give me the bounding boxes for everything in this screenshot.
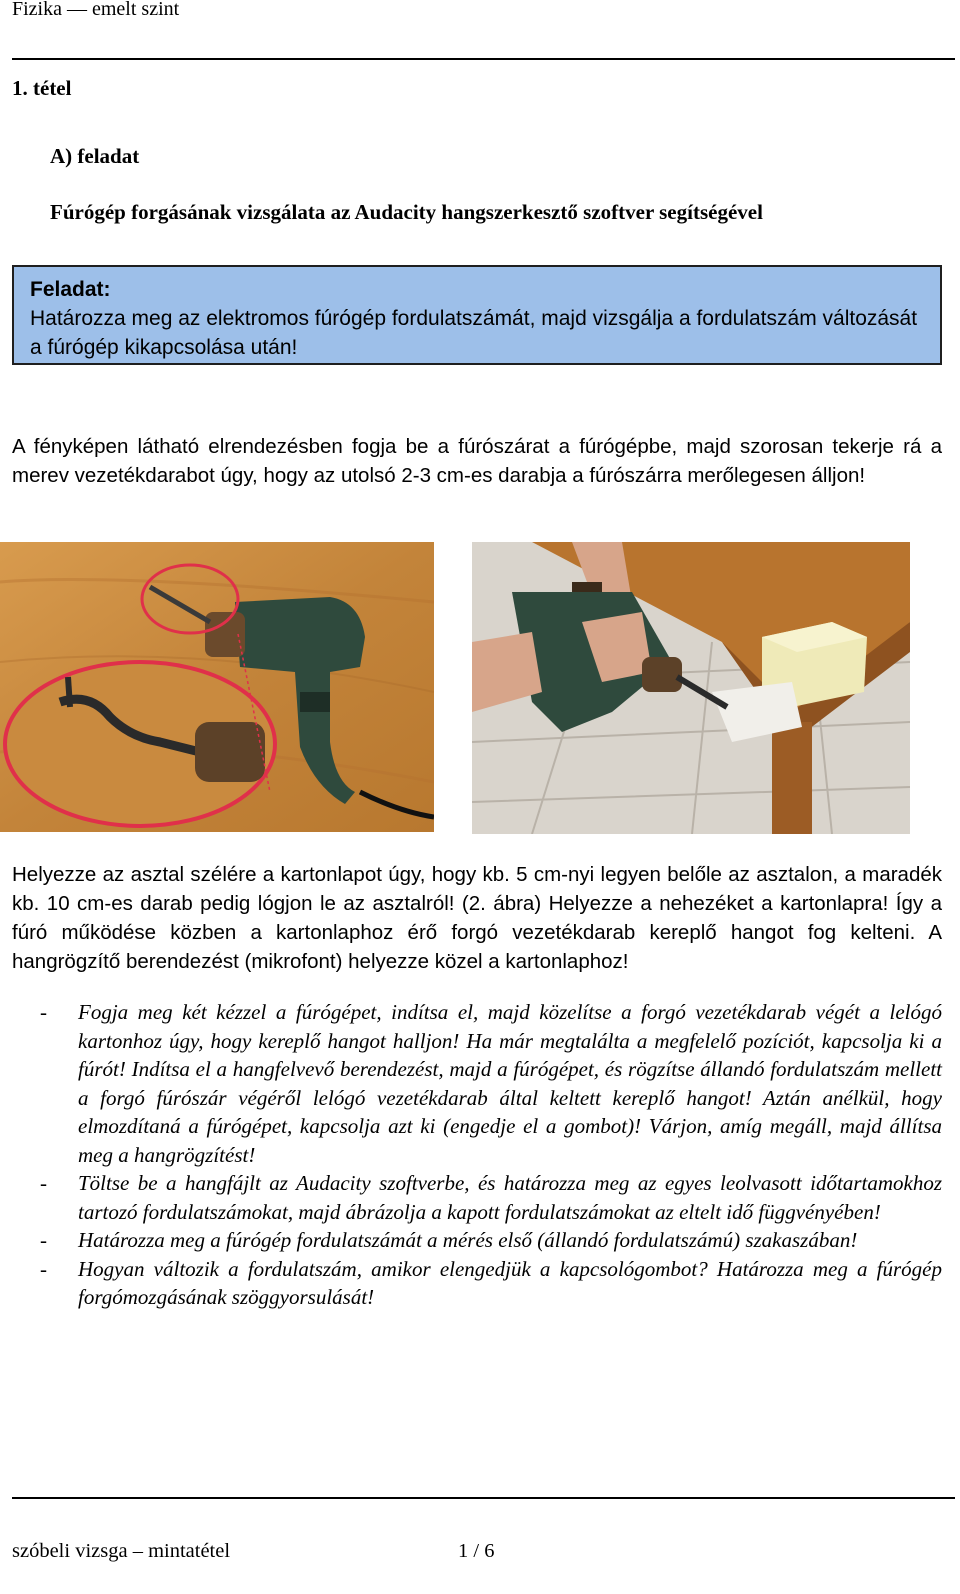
drill-photo — [0, 542, 434, 832]
footer-label: szóbeli vizsga – mintatétel — [12, 1540, 231, 1562]
list-item: - Töltse be a hangfájlt az Audacity szoftverbe, és határozza meg az egyes leolvasott időtartamokhoz tartozó fordulatszámokat, majd ábrázolja a kapott fordulatszámokat az eltelt idő függvényében! — [40, 1171, 942, 1224]
header-rule — [12, 58, 955, 60]
footer-rule — [12, 1497, 955, 1499]
step-text: Határozza meg a fúrógép fordulatszámát a mérés első (állandó fordulatszámú) szakaszában! — [78, 1228, 858, 1252]
step-text: Töltse be a hangfájlt az Audacity szoftverbe, és határozza meg az egyes leolvasott időtartamokhoz tartozó fordulatszámokat, majd ábrázolja a kapott fordulatszámokat az eltelt idő függvényében! — [78, 1171, 942, 1224]
list-item: - Hogyan változik a fordulatszám, amikor elengedjük a kapcsológombot? Határozza meg a fúrógép forgómozgásának szöggyorsulását! — [40, 1256, 942, 1309]
step-text: Fogja meg két kézzel a fúrógépet, indítsa el, majd közelítse a forgó vezetékdarab végét a lelógó kartonhoz úgy, hogy kereplő hangot halljon! Ha már megtalálta a megfelelő pozíciót, kapcsolja ki a fúrót! Indítsa el a hangfelvevő berendezést, majd a fúrógépet, és rögzítse állandó fordulatszám mellett a forgó fúrószár végéről lelógó vezetékdarab által keltett kereplő hangot! Aztán anélkül, hogy elmozdítaná a fúrógépet, kapcsolja azt ki (engedje el a gombot)! Várjon, amíg megáll, majd állítsa meg a hangrögzítést! — [78, 1000, 942, 1167]
list-item: - Fogja meg két kézzel a fúrógépet, indítsa el, majd közelítse a forgó vezetékdarab végét a lelógó kartonhoz úgy, hogy kereplő hangot halljon! Ha már megtalálta a megfelelő pozíciót, kapcsolja ki a fúrót! Indítsa el a hangfelvevő berendezést, majd a fúrógépet, és rögzítse állandó fordulatszám mellett a forgó fúrószár végéről lelógó vezetékdarab által keltett kereplő hangot! Aztán anélkül, hogy elmozdítaná a fúrógépet, kapcsolja azt ki (engedje el a gombot)! Várjon, amíg megáll, majd állítsa meg a hangrögzítést! — [40, 1000, 942, 1167]
setup-photo — [472, 542, 910, 834]
task-box-label: Feladat: — [30, 278, 111, 301]
setup-paragraph: Helyezze az asztal szélére a kartonlapot úgy, hogy kb. 5 cm-nyi legyen belőle az asztalon, a maradék kb. 10 cm-es darab pedig lógjon le az asztalról! (2. ábra) Helyezze a nehezéket a kartonlapra! Így a fúró működése közben a kartonlaphoz érő forgó vezetékdarab kereplő hangot fog kelteni. A hangrögzítő berendezést (mikrofont) helyezze közel a kartonlaphoz! — [12, 863, 942, 973]
page-number: 1 / 6 — [458, 1540, 495, 1562]
list-item: - Határozza meg a fúrógép fordulatszámát a mérés első (állandó fordulatszámú) szakaszában! — [40, 1228, 858, 1252]
page-title: Fúrógép forgásának vizsgálata az Audacity hangszerkesztő szoftver segítségével — [50, 200, 763, 224]
task-box-text: Határozza meg az elektromos fúrógép fordulatszámát, majd vizsgálja a fordulatszám változását a fúrógép kikapcsolása után! — [30, 307, 918, 359]
setup-photo-drawing — [472, 542, 910, 834]
step-text: Hogyan változik a fordulatszám, amikor elengedjük a kapcsológombot? Határozza meg a fúrógép forgómozgásának szöggyorsulását! — [78, 1256, 942, 1309]
intro-paragraph: A fényképen látható elrendezésben fogja be a fúrószárat a fúrógépbe, majd szorosan tekerje rá a merev vezetékdarabot úgy, hogy az utolsó 2-3 cm-es darabja a fúrószárra merőlegesen álljon! — [12, 435, 942, 487]
section-label: A) feladat — [50, 144, 140, 168]
running-header: Fizika — emelt szint — [12, 0, 180, 20]
drill-photo-drawing — [0, 542, 434, 832]
task-box — [12, 265, 942, 365]
tetel-number: 1. tétel — [12, 76, 72, 100]
task-steps-list — [12, 998, 942, 1312]
